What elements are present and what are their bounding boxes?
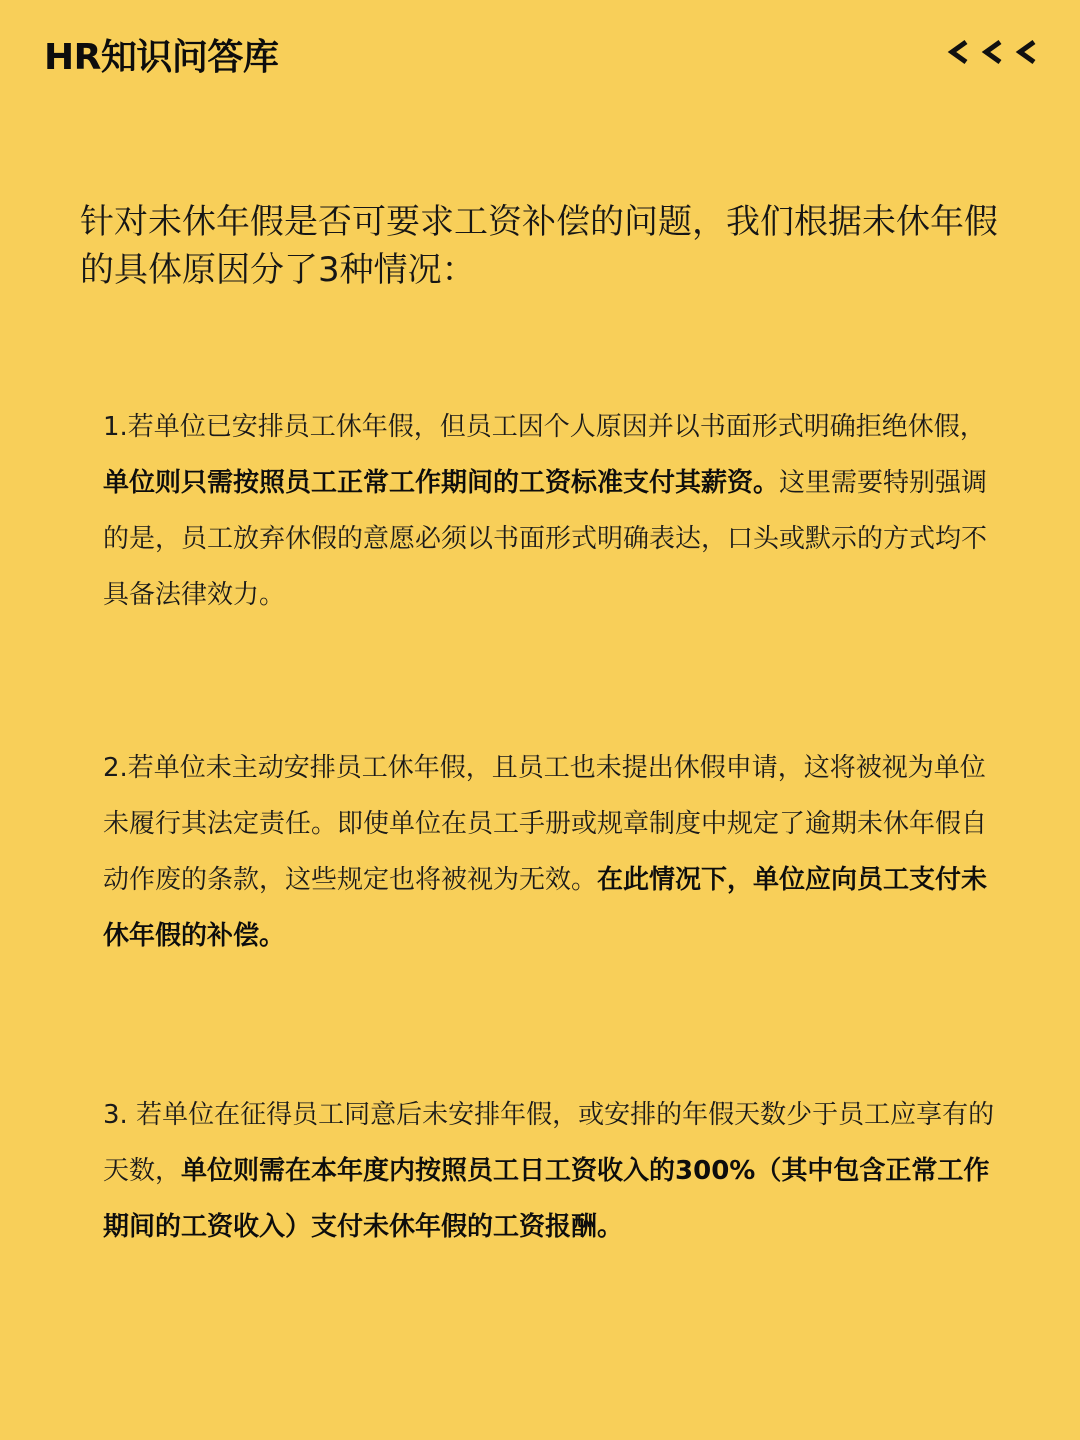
item-emphasis: 单位则只需按照员工正常工作期间的工资标准支付其薪资。 [103,468,780,498]
header [44,32,1040,92]
item-text: 2.若单位未主动安排员工休年假，且员工也未提出休假申请，这将被视为单位未履行其法定责任。即使单位在员工手册或规章制度中规定了逾期未休年假自动作废的条款，这些规定也将被视为无效。 [103,753,988,895]
list-item [103,740,998,964]
item-emphasis: 单位则需在本年度内按照员工日工资收入的300%（其中包含正常工作期间的工资收入）支付未休年假的工资报酬。 [103,1156,990,1242]
list-item [103,399,998,623]
chevron-left-icon [978,32,1006,72]
chevron-left-icon [1012,32,1040,72]
intro-paragraph: 针对未休年假是否可要求工资补偿的问题，我们根据未休年假的具体原因分了3种情况： [80,202,998,290]
item-emphasis: 在此情况下，单位应向员工支付未休年假的补偿。 [103,865,988,951]
chevron-left-icon [944,32,972,72]
list-item [103,1087,998,1255]
page-title: HR知识问答库 [44,37,279,78]
item-text: 1.若单位已安排员工休年假，但员工因个人原因并以书面形式明确拒绝休假， [103,412,986,442]
item-text: 3. 若单位在征得员工同意后未安排年假，或安排的年假天数少于员工应享有的天数， [103,1100,995,1186]
item-text: 这里需要特别强调的是，员工放弃休假的意愿必须以书面形式明确表达，口头或默示的方式均不具备法律效力。 [103,468,988,610]
triple-chevron-left-icon[interactable] [944,32,1040,72]
